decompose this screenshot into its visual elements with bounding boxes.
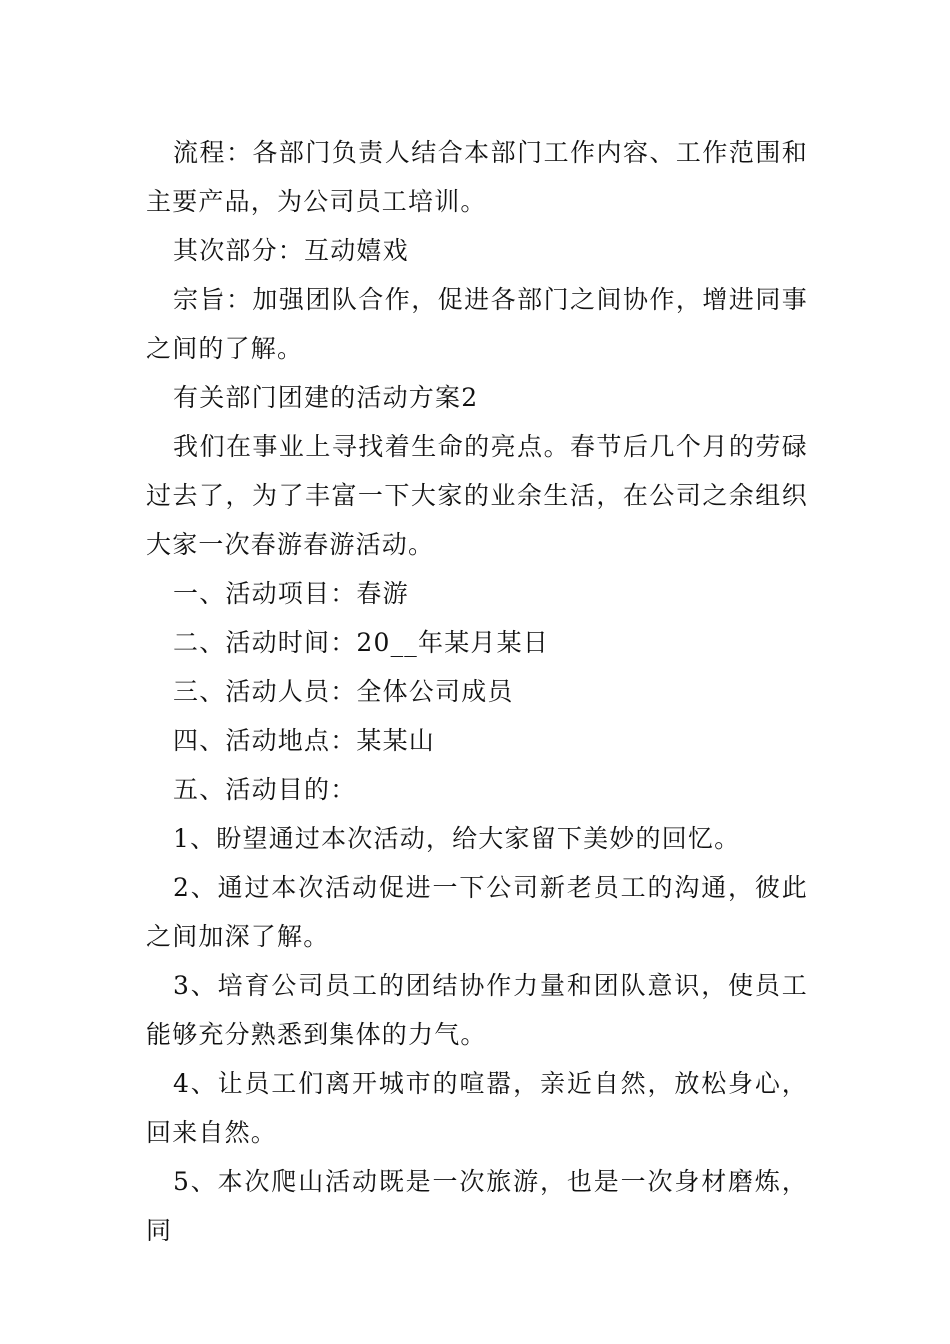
goal-item-2: 2、通过本次活动促进一下公司新老员工的沟通，彼此之间加深了解。 bbox=[146, 873, 808, 951]
item-activity-people: 三、活动人员：全体公司成员 bbox=[173, 677, 514, 706]
goal-item-3: 3、培育公司员工的团结协作力量和团队意识，使员工能够充分熟悉到集体的力气。 bbox=[146, 971, 808, 1049]
paragraph-intro: 我们在事业上寻找着生命的亮点。春节后几个月的劳碌过去了，为了丰富一下大家的业余生活，在公司之余组织大家一次春游春游活动。 bbox=[146, 432, 808, 559]
paragraph-purpose: 宗旨：加强团队合作，促进各部门之间协作，增进同事之间的了解。 bbox=[146, 285, 808, 363]
goal-item-1: 1、盼望通过本次活动，给大家留下美妙的回忆。 bbox=[173, 824, 741, 853]
item-activity-project: 一、活动项目：春游 bbox=[173, 579, 409, 608]
item-activity-time: 二、活动时间：20__年某月某日 bbox=[173, 628, 550, 657]
section-heading: 有关部门团建的活动方案2 bbox=[173, 383, 479, 412]
paragraph-section-two: 其次部分：互动嬉戏 bbox=[173, 236, 409, 265]
paragraph-flow: 流程：各部门负责人结合本部门工作内容、工作范围和主要产品，为公司员工培训。 bbox=[146, 138, 808, 216]
item-activity-location: 四、活动地点：某某山 bbox=[173, 726, 436, 755]
item-activity-goals: 五、活动目的： bbox=[173, 775, 357, 804]
goal-item-4: 4、让员工们离开城市的喧嚣，亲近自然，放松身心，回来自然。 bbox=[146, 1069, 808, 1147]
goal-item-5: 5、本次爬山活动既是一次旅游，也是一次身材磨炼，同 bbox=[146, 1167, 808, 1245]
document-body bbox=[146, 128, 808, 1255]
